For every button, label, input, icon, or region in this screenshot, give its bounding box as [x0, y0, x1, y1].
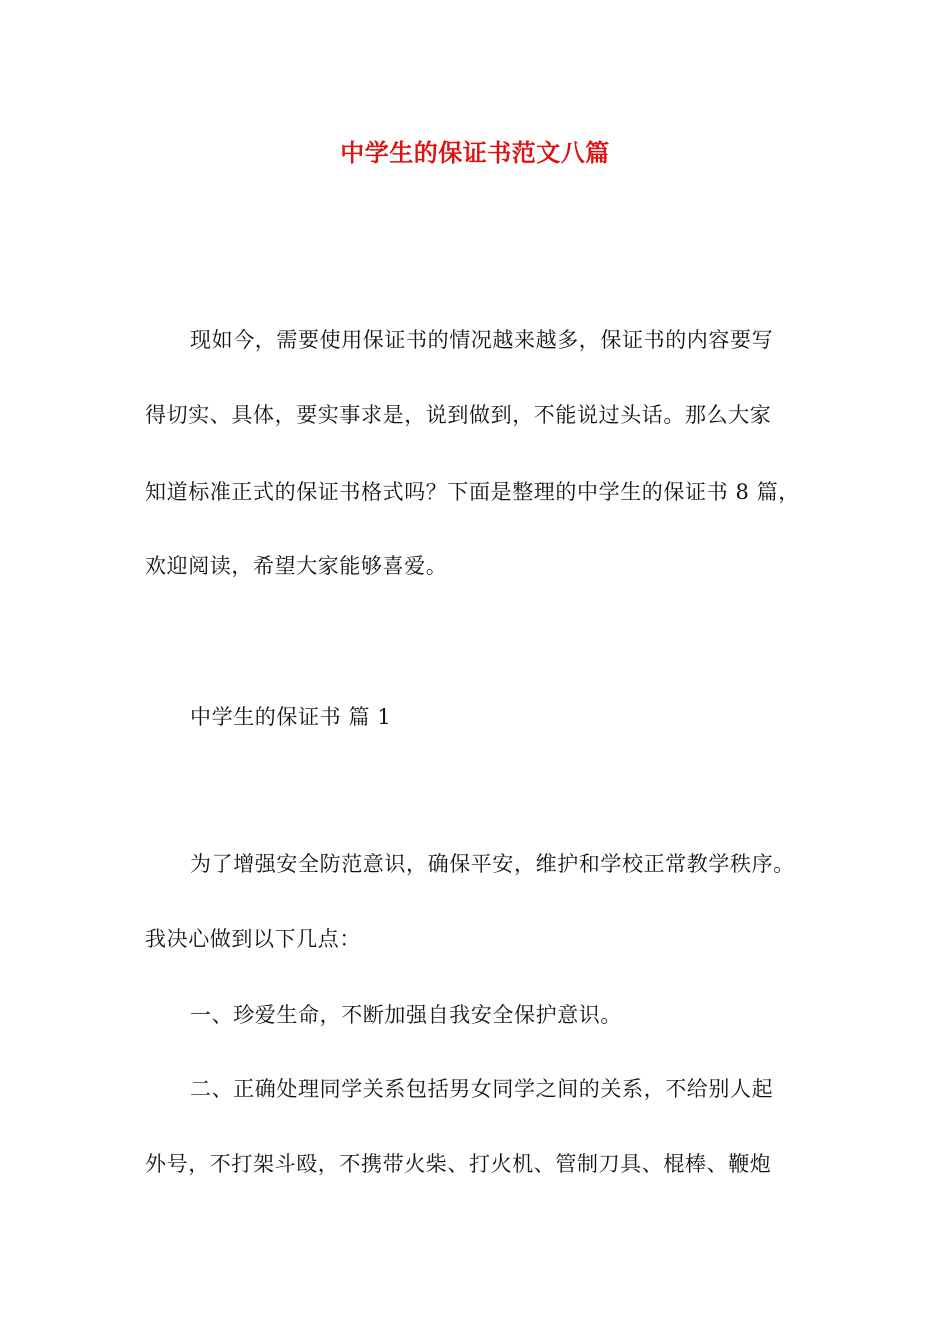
body-line-4: 二、正确处理同学关系包括男女同学之间的关系，不给别人起	[190, 1077, 774, 1101]
intro-line-2: 得切实、具体，要实事求是，说到做到，不能说过头话。那么大家	[145, 403, 772, 427]
section-heading: 中学生的保证书 篇 1	[190, 705, 392, 729]
body-line-5: 外号，不打架斗殴，不携带火柴、打火机、管制刀具、棍棒、鞭炮	[145, 1152, 772, 1176]
intro-line-4: 欢迎阅读，希望大家能够喜爱。	[145, 554, 448, 578]
intro-line-3: 知道标准正式的保证书格式吗？下面是整理的中学生的保证书 8 篇，	[145, 480, 800, 504]
body-line-2: 我决心做到以下几点：	[145, 927, 361, 951]
body-line-1: 为了增强安全防范意识，确保平安，维护和学校正常教学秩序。	[190, 852, 795, 876]
body-line-3: 一、珍爱生命，不断加强自我安全保护意识。	[190, 1003, 622, 1027]
document-title: 中学生的保证书范文八篇	[340, 138, 610, 167]
intro-line-1: 现如今，需要使用保证书的情况越来越多，保证书的内容要写	[190, 328, 774, 352]
